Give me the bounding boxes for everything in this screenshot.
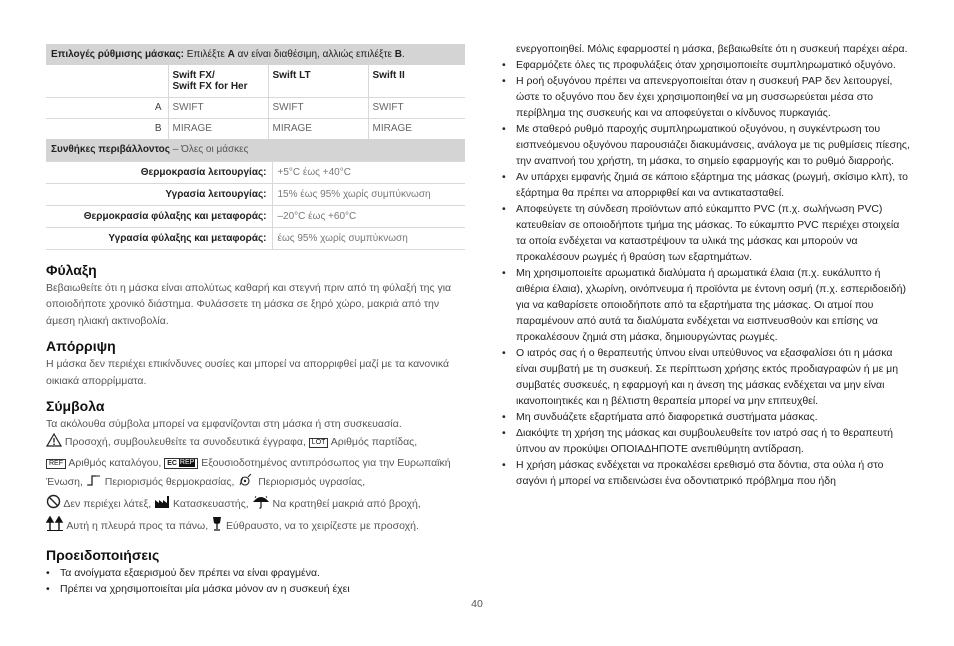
disposal-heading: Απόρριψη — [46, 338, 116, 354]
humidity-text: Περιορισμός υγρασίας, — [255, 475, 366, 488]
header-swift-ii: Swift II — [372, 70, 405, 81]
ref-text: Αριθμός καταλόγου, — [66, 456, 165, 469]
env-bar-label: Συνθήκες περιβάλλοντος — [51, 144, 170, 156]
options-bar-text-2: αν είναι διαθέσιμη, αλλιώς επιλέξτε — [234, 49, 395, 60]
env-value: –20°C έως +60°C — [272, 205, 465, 227]
table-cell: SWIFT — [168, 97, 268, 118]
storage-heading: Φύλαξη — [46, 261, 97, 278]
list-item: • Μη συνδυάζετε εξαρτήματα από διαφορετικά συστήματα μάσκας. — [502, 409, 912, 425]
list-item: • Με σταθερό ρυθμό παροχής συμπληρωματικού οξυγόνου, η συγκέντρωση του εισπνεόμενου οξυγόνου παρουσιάζει διακυμάνσεις, ανάλογα με τις ρυθμίσεις πίεσης, την αναπνοή του χρήστη, τη μάσκα, το σημείο εφαρμογής και το ρυθμό διαρροής. — [502, 121, 912, 169]
env-row — [46, 227, 465, 249]
env-row — [46, 161, 465, 183]
caution-text: Προσοχή, συμβουλευθείτε τα συνοδευτικά έγγραφα, — [62, 435, 309, 448]
temperature-text: Περιορισμός θερμοκρασίας, — [101, 475, 238, 488]
env-value: έως 95% χωρίς συμπύκνωση — [272, 227, 465, 249]
header-swift-lt: Swift LT — [268, 65, 368, 97]
lot-text: Αριθμός παρτίδας, — [328, 435, 418, 448]
umbrella-icon — [252, 494, 270, 516]
right-column — [502, 41, 912, 489]
humidity-limit-icon — [237, 473, 255, 494]
options-bar-dot: . — [401, 49, 405, 60]
list-item: • Η ροή οξυγόνου πρέπει να απενεργοποιείται όταν η συσκευή PAP δεν λειτουργεί, ώστε το οξυγόνο που δεν έχει χρησιμοποιηθεί να μη συσσωρεύεται μέσα στο περίβλημα της συσκευής και να αποφεύγεται ο κίνδυνος πυρκαγιάς. — [502, 73, 912, 121]
table-cell: MIRAGE — [368, 118, 465, 139]
list-item: • Η χρήση μάσκας ενδέχεται να προκαλέσει ερεθισμό στα δόντια, στα ούλα ή στο σαγόνι ή μπορεί να επιδεινώσει ένα οδοντιατρικό πρόβλημα που ήδη — [502, 457, 912, 489]
ec-rep-icon — [164, 458, 198, 469]
table-cell: MIRAGE — [168, 118, 268, 139]
env-value: +5°C έως +40°C — [272, 161, 465, 183]
table-row — [46, 118, 465, 139]
fragile-icon — [211, 516, 223, 538]
table-header-row — [46, 65, 465, 97]
symbols-heading: Σύμβολα — [46, 398, 105, 414]
env-key: Θερμοκρασία λειτουργίας: — [46, 161, 272, 183]
env-value: 15% έως 95% χωρίς συμπύκνωση — [272, 183, 465, 205]
env-key: Θερμοκρασία φύλαξης και μεταφοράς: — [46, 205, 272, 227]
precaution-continuation: ενεργοποιηθεί. Μόλις εφαρμοστεί η μάσκα, βεβαιωθείτε ότι η συσκευή παρέχει αέρα. — [516, 43, 908, 55]
settings-table — [46, 44, 465, 139]
header-swift-fx: Swift FX/ Swift FX for Her — [168, 65, 268, 97]
this-side-up-icon — [46, 516, 64, 538]
env-bar-sub: – Όλες οι μάσκες — [169, 144, 249, 156]
ec-box-label: EC — [167, 459, 177, 467]
page-number: 40 — [471, 598, 483, 610]
ref-icon: REF — [46, 459, 66, 469]
rain-text: Να κρατηθεί μακριά από βροχή, — [269, 497, 421, 510]
table-cell: SWIFT — [268, 97, 368, 118]
list-item: • Διακόψτε τη χρήση της μάσκας και συμβουλευθείτε τον ιατρό σας ή το θεραπευτή ύπνου αν προκύψει ΟΠΟΙΑΔΗΠΟΤΕ ανεπιθύμητη αντίδραση. — [502, 425, 912, 457]
option-b: B — [394, 49, 402, 60]
disposal-text: Η μάσκα δεν περιέχει επικίνδυνες ουσίες και μπορεί να απορριφθεί μαζί με τα κανονικά οικιακά απορρίμματα. — [46, 358, 450, 387]
left-column — [46, 44, 465, 597]
list-item: • Αποφεύγετε τη σύνδεση προϊόντων από εύκαμπτο PVC (π.χ. σωλήνωση PVC) κατευθείαν σε οποιοδήποτε τμήμα της μάσκας. Το εύκαμπτο PVC περιέχει στοιχεία τα οποία ενδέχεται να καταστρέψουν τα υλικά της μάσκας και μπορούν να προκαλέσουν ρωγμές ή θραύση των εξαρτημάτων. — [502, 201, 912, 265]
caution-icon — [46, 433, 62, 454]
ec-rep-text: Εξουσιοδοτημένος αντιπρόσωπος για την Ευρωπαϊκή Ένωση, — [46, 456, 451, 488]
latex-free-icon — [46, 494, 61, 516]
precautions-list-left — [46, 565, 465, 597]
row-label: A — [46, 97, 168, 118]
list-item: • Μη χρησιμοποιείτε αρωματικά διαλύματα ή αρωματικά έλαια (π.χ. ευκάλυπτο ή αιθέρια έλαια), χλωρίνη, οινόπνευμα ή προϊόντα με έντονη οσμή (π.χ. εσπεριδοειδή) για να καθαρίσετε οποιοδήποτε από τα εξαρτήματα της μάσκας. Οι ατμοί που παραμένουν από αυτά τα διαλύματα ενδέχεται να εισπνευσθούν και επίσης να προκαλέσουν ζημιά στη μάσκα, δημιουργώντας ρωγμές. — [502, 265, 912, 345]
manufacturer-icon — [154, 495, 170, 516]
options-bar-label: Επιλογές ρύθμισης μάσκας: — [51, 49, 184, 60]
precautions-list-right — [502, 57, 912, 489]
option-a: A — [227, 49, 235, 60]
precautions-heading: Προειδοποιήσεις — [46, 546, 160, 563]
fragile-text: Εύθραυστο, να το χειρίζεστε με προσοχή. — [223, 519, 419, 532]
list-item: • Πρέπει να χρησιμοποιείται μία μάσκα μόνον αν η συσκευή έχει — [46, 581, 465, 597]
options-bar-text-1: Επιλέξτε — [183, 49, 228, 60]
env-key: Υγρασία φύλαξης και μεταφοράς: — [46, 227, 272, 249]
env-key: Υγρασία λειτουργίας: — [46, 183, 272, 205]
environment-bar — [46, 139, 465, 161]
environment-table — [46, 139, 465, 250]
manufacturer-text: Κατασκευαστής, — [170, 497, 252, 510]
list-item: • Τα ανοίγματα εξαερισμού δεν πρέπει να είναι φραγμένα. — [46, 565, 465, 581]
list-item: • Εφαρμόζετε όλες τις προφυλάξεις όταν χρησιμοποιείτε συμπληρωματικό οξυγόνο. — [502, 57, 912, 73]
symbols-list — [46, 433, 465, 538]
lot-icon: LOT — [309, 438, 329, 448]
env-row — [46, 205, 465, 227]
mask-options-bar — [46, 44, 465, 65]
env-row — [46, 183, 465, 205]
storage-text: Βεβαιωθείτε ότι η μάσκα είναι απολύτως καθαρή και στεγνή πριν από τη φύλαξή της για οποιοδήποτε χρονικό διάστημα. Φυλάσσετε τη μάσκα σε ξηρό χώρο, μακριά από την άμεση ηλιακή ακτινοβολία. — [46, 281, 452, 327]
row-label: B — [46, 118, 168, 139]
this-side-up-text: Αυτή η πλευρά προς τα πάνω, — [64, 519, 212, 532]
list-item: • Αν υπάρχει εμφανής ζημιά σε κάποιο εξάρτημα της μάσκας (ρωγμή, σκίσιμο κλπ), το εξάρτημα θα πρέπει να απορριφθεί και να αντικατασταθεί. — [502, 169, 912, 201]
table-row — [46, 97, 465, 118]
table-cell: MIRAGE — [268, 118, 368, 139]
rep-box-label: REP — [179, 458, 195, 466]
symbols-intro: Τα ακόλουθα σύμβολα μπορεί να εμφανίζονται στη μάσκα ή στη συσκευασία. — [46, 418, 402, 430]
temperature-limit-icon — [86, 473, 102, 494]
latex-text: Δεν περιέχει λάτεξ, — [61, 497, 155, 510]
table-cell: SWIFT — [368, 97, 465, 118]
list-item: • Ο ιατρός σας ή ο θεραπευτής ύπνου είναι υπεύθυνος να εξασφαλίσει ότι η μάσκα είναι συμβατή με τη συσκευή. Σε περίπτωση χρήσης εκτός προδιαγραφών ή με μη συμβατές συσκευές, η εφαρμογή και η άνεση της μάσκας ενδέχεται να μην είναι ικανοποιητικές και η βέλτιστη θεραπεία μπορεί να μην επιτευχθεί. — [502, 345, 912, 409]
